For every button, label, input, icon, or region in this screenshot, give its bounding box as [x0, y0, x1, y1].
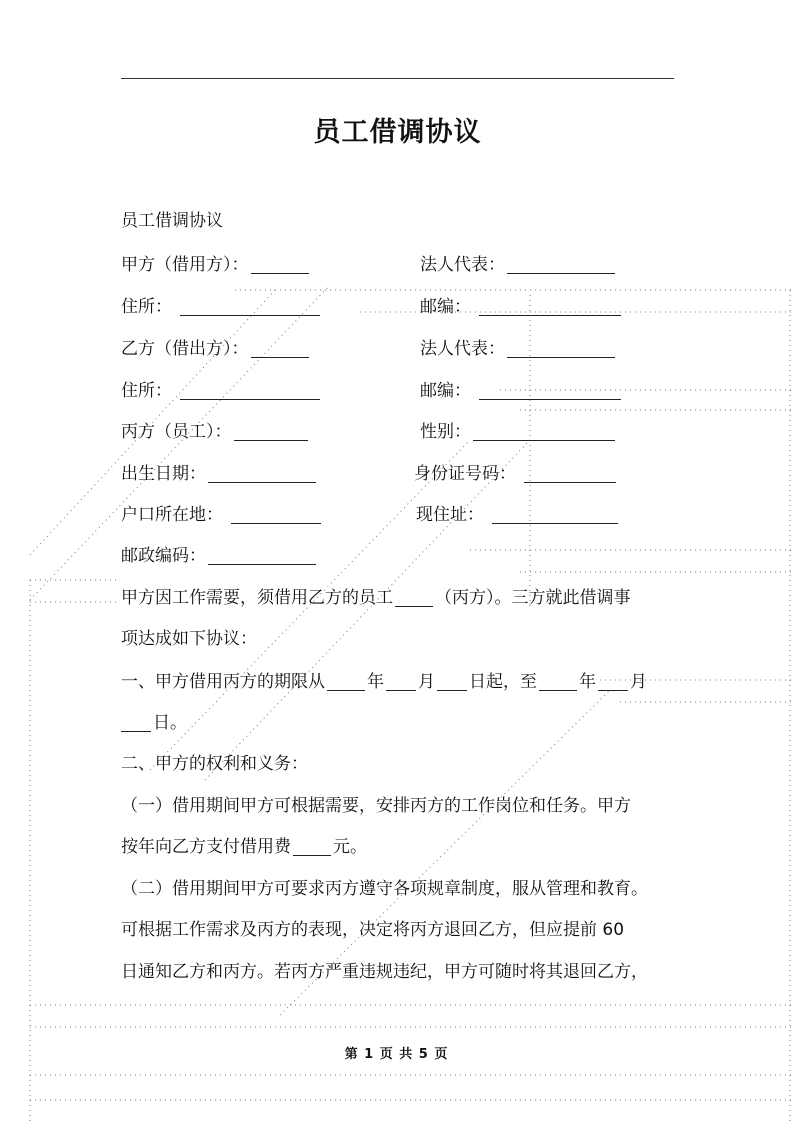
party-a-rep-row	[420, 253, 617, 277]
hukou-label: 户口所在地：	[121, 505, 223, 525]
current-addr-label: 现住址：	[416, 505, 484, 525]
clause-2-heading: 二、甲方的权利和义务：	[121, 754, 308, 774]
party-b-zip-blank[interactable]	[479, 381, 621, 400]
clause-1-suffix: 日。	[153, 713, 187, 733]
intro-employee-blank[interactable]	[395, 588, 433, 607]
id-number-blank[interactable]	[524, 464, 616, 483]
gender-blank[interactable]	[473, 422, 615, 441]
party-a-zip-label: 邮编：	[420, 297, 471, 317]
from-month-blank[interactable]	[386, 672, 416, 691]
party-c-row	[121, 420, 310, 444]
party-b-label: 乙方（借出方）：	[121, 339, 249, 359]
from-year-blank[interactable]	[327, 672, 365, 691]
party-c-label: 丙方（员工）：	[121, 422, 232, 442]
party-a-zip-row	[420, 295, 623, 319]
to-day-blank[interactable]	[121, 713, 151, 732]
party-a-addr-blank[interactable]	[180, 297, 320, 316]
to-month-blank[interactable]	[598, 672, 628, 691]
party-c-blank[interactable]	[234, 422, 308, 441]
party-a-addr-label: 住所：	[121, 297, 172, 317]
fee-unit: 元。	[333, 837, 367, 857]
clause-1-prefix: 一、甲方借用丙方的期限从	[121, 672, 325, 692]
clause-2-p2-line-3: 日通知乙方和丙方。若丙方严重违规违纪，甲方可随时将其退回乙方，	[121, 962, 648, 982]
party-b-addr-blank[interactable]	[180, 381, 320, 400]
day-from-label: 日起，至	[469, 672, 537, 692]
fee-blank[interactable]	[293, 837, 331, 856]
party-b-addr-label: 住所：	[121, 381, 172, 401]
party-b-blank[interactable]	[251, 339, 309, 358]
clause-1-line-1	[121, 670, 677, 694]
month-label: 月	[418, 672, 435, 692]
document-title: 员工借调协议	[313, 117, 482, 148]
party-a-zip-blank[interactable]	[479, 297, 621, 316]
postal-label: 邮政编码：	[121, 546, 206, 566]
party-a-addr-row	[121, 295, 322, 319]
party-a-label: 甲方（借用方）：	[121, 255, 249, 275]
party-b-rep-blank[interactable]	[507, 339, 615, 358]
header-rule	[121, 78, 674, 79]
clause-1-line-2	[121, 711, 677, 735]
current-addr-blank[interactable]	[492, 505, 618, 524]
clause-2-p2-line-2: 可根据工作需求及丙方的表现，决定将丙方退回乙方，但应提前 60	[121, 920, 625, 940]
intro-line-1	[121, 586, 677, 610]
intro-line-2: 项达成如下协议：	[121, 629, 257, 649]
clause-2-p1-line-2	[121, 835, 677, 859]
birth-label: 出生日期：	[121, 464, 206, 484]
party-b-addr-row	[121, 379, 322, 403]
subtitle: 员工借调协议	[121, 211, 223, 231]
birth-row	[121, 462, 318, 486]
hukou-blank[interactable]	[231, 505, 321, 524]
party-b-rep-label: 法人代表：	[420, 339, 505, 359]
year2-label: 年	[579, 672, 596, 692]
party-b-row	[121, 337, 311, 361]
intro-text-b: （丙方）。三方就此借调事	[435, 588, 631, 608]
postal-row	[121, 544, 318, 568]
party-b-rep-row	[420, 337, 617, 361]
party-a-row	[121, 253, 311, 277]
id-number-row	[414, 462, 618, 486]
current-addr-row	[416, 503, 620, 527]
year-label: 年	[367, 672, 384, 692]
clause-2-p2-line-1: （二）借用期间甲方可要求丙方遵守各项规章制度，服从管理和教育。	[121, 879, 648, 899]
postal-blank[interactable]	[208, 546, 316, 565]
clause-2-p1-line-1: （一）借用期间甲方可根据需要，安排丙方的工作岗位和任务。甲方	[121, 796, 631, 816]
party-a-blank[interactable]	[251, 255, 309, 274]
page-footer: 第 1 页 共 5 页	[344, 1047, 449, 1062]
gender-row	[420, 420, 617, 444]
month2-label: 月	[630, 672, 647, 692]
gender-label: 性别：	[420, 422, 471, 442]
party-a-rep-label: 法人代表：	[420, 255, 505, 275]
birth-blank[interactable]	[208, 464, 316, 483]
to-year-blank[interactable]	[539, 672, 577, 691]
party-b-zip-row	[420, 379, 623, 403]
party-a-rep-blank[interactable]	[507, 255, 615, 274]
fee-text: 按年向乙方支付借用费	[121, 837, 291, 857]
id-number-label: 身份证号码：	[414, 464, 516, 484]
intro-text-a: 甲方因工作需要，须借用乙方的员工	[121, 588, 393, 608]
party-b-zip-label: 邮编：	[420, 381, 471, 401]
hukou-row	[121, 503, 323, 527]
from-day-blank[interactable]	[437, 672, 467, 691]
